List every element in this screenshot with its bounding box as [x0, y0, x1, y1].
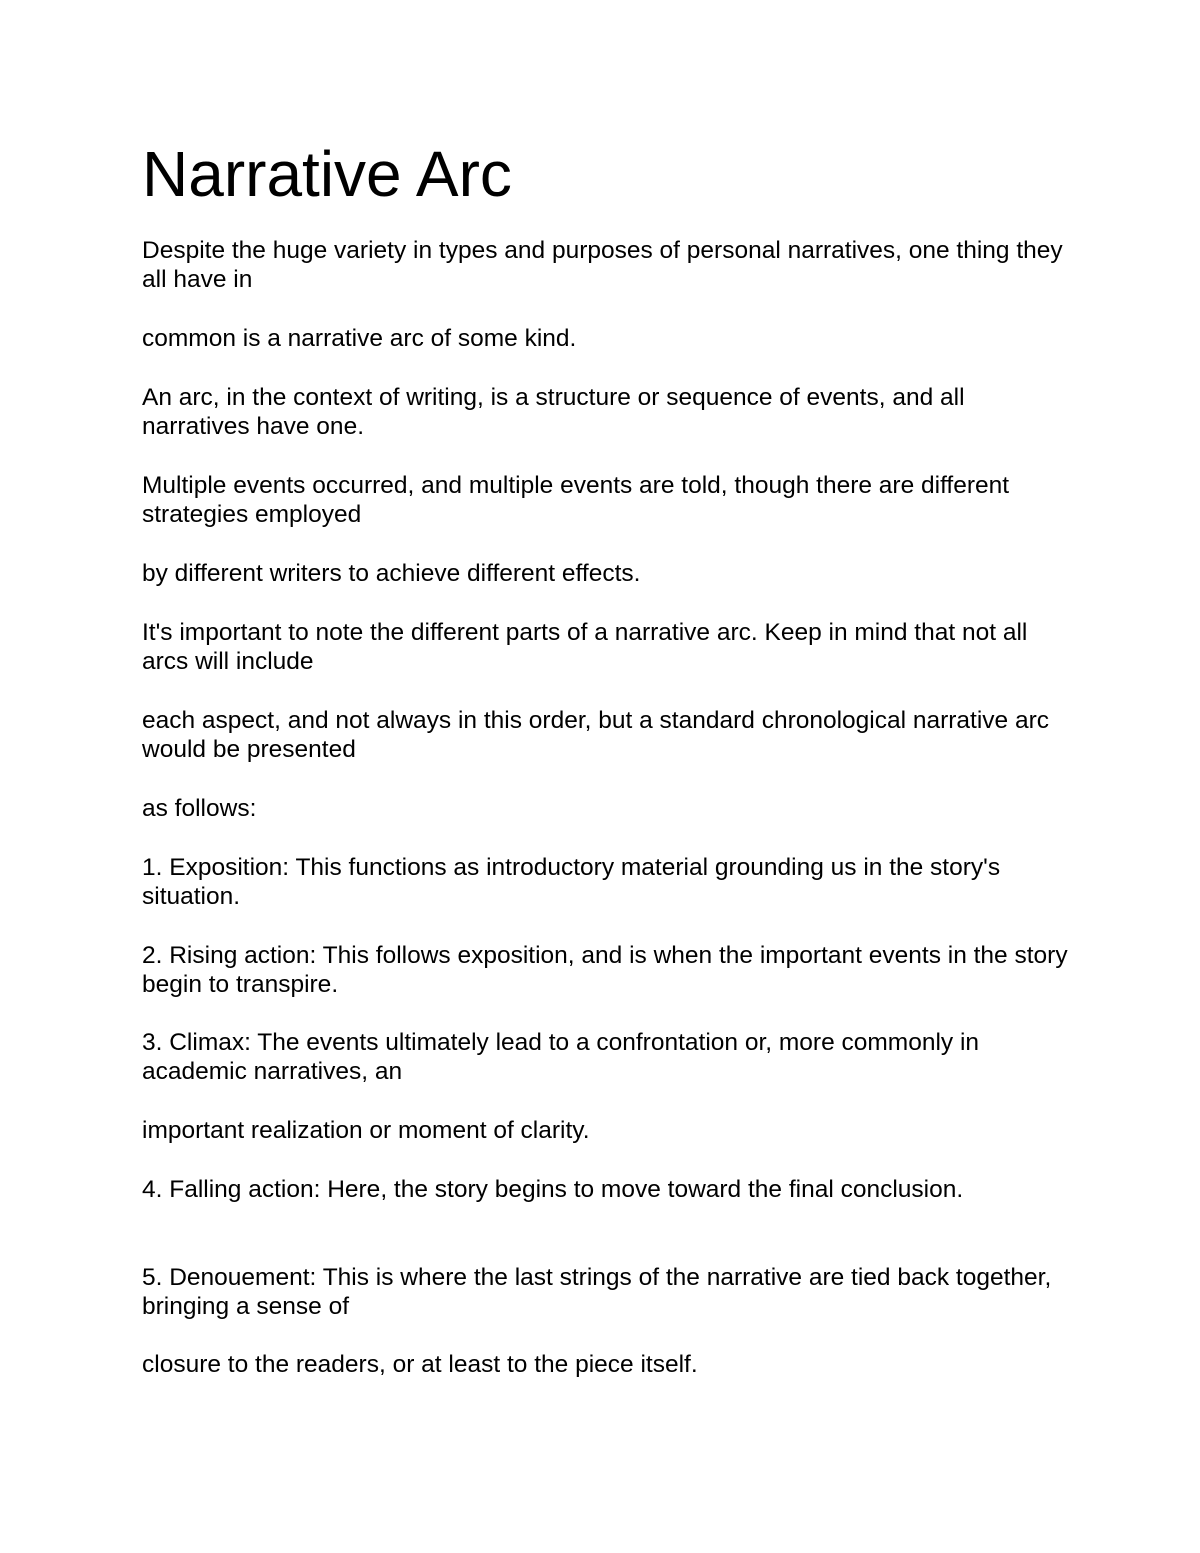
document-title: Narrative Arc: [142, 138, 512, 210]
list-item: 1. Exposition: This functions as introductory material grounding us in the story's situation.: [142, 854, 1001, 910]
paragraph: Despite the huge variety in types and purposes of personal narratives, one thing they all have in: [142, 237, 1063, 293]
list-item: 2. Rising action: This follows exposition, and is when the important events in the story begin to transpire.: [142, 942, 1068, 998]
paragraph: An arc, in the context of writing, is a structure or sequence of events, and all narratives have one.: [142, 384, 965, 440]
paragraph: closure to the readers, or at least to the piece itself.: [142, 1351, 698, 1378]
list-item: 3. Climax: The events ultimately lead to a confrontation or, more commonly in academic narratives, an: [142, 1029, 980, 1085]
list-item: 5. Denouement: This is where the last strings of the narrative are tied back together, bringing a sense of: [142, 1264, 1052, 1320]
paragraph: Multiple events occurred, and multiple events are told, though there are different strategies employed: [142, 472, 1010, 528]
paragraph: each aspect, and not always in this order, but a standard chronological narrative arc would be presented: [142, 707, 1050, 763]
list-item: 4. Falling action: Here, the story begins to move toward the final conclusion.: [142, 1176, 964, 1203]
paragraph: common is a narrative arc of some kind.: [142, 325, 577, 352]
paragraph: as follows:: [142, 795, 257, 822]
paragraph: It's important to note the different parts of a narrative arc. Keep in mind that not all arcs will include: [142, 619, 1028, 675]
paragraph: important realization or moment of clarity.: [142, 1117, 590, 1144]
paragraph: by different writers to achieve different effects.: [142, 560, 641, 587]
